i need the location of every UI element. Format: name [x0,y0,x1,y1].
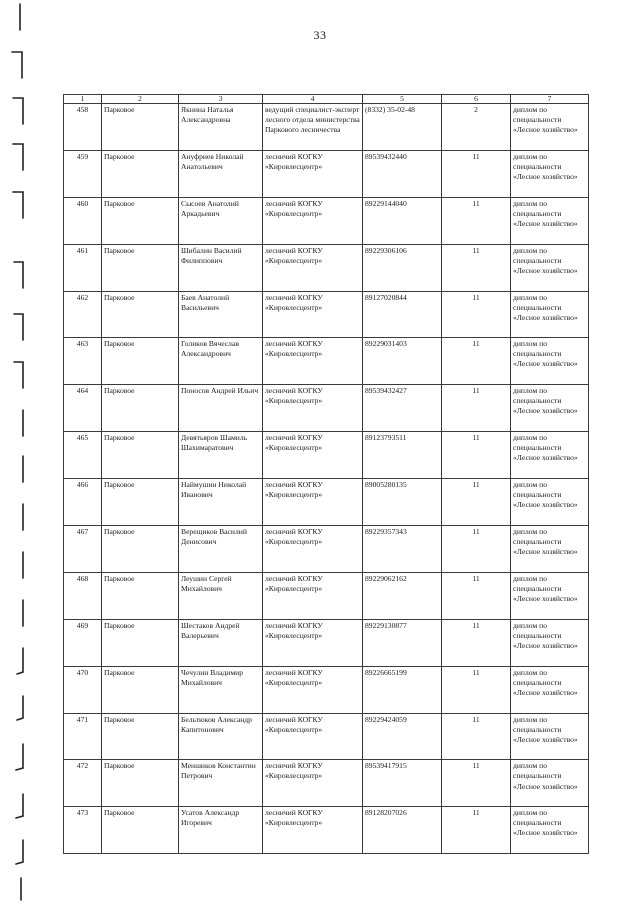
table-row [64,104,589,151]
cell-name: Якнина Наталья Александровна [179,104,263,151]
cell-quantity: 11 [442,385,511,432]
cell-position: лесничий КОГКУ «Кировлесцентр» [263,291,363,338]
cell-education: диплом по специальности «Лесное хозяйство» [511,807,589,854]
table-row [64,150,589,197]
cell-district: Парковое [102,150,179,197]
cell-phone: 89229357343 [363,526,442,573]
cell-district: Парковое [102,807,179,854]
cell-number: 458 [64,104,102,151]
cell-phone: 89229306106 [363,244,442,291]
registry-table [63,94,589,854]
cell-number: 471 [64,713,102,760]
cell-name: Шестаков Андрей Валерьевич [179,619,263,666]
cell-district: Парковое [102,572,179,619]
cell-position: лесничий КОГКУ «Кировлесцентр» [263,572,363,619]
cell-education: диплом по специальности «Лесное хозяйство» [511,666,589,713]
cell-phone: 89229130877 [363,619,442,666]
cell-position: ведущий специалист-эксперт лесного отдела министерства Паркового лесничества [263,104,363,151]
cell-number: 461 [64,244,102,291]
column-header: 2 [102,95,179,104]
cell-quantity: 11 [442,197,511,244]
table-row [64,666,589,713]
cell-number: 466 [64,479,102,526]
cell-number: 465 [64,432,102,479]
table-row [64,760,589,807]
cell-education: диплом по специальности «Лесное хозяйство» [511,526,589,573]
cell-education: диплом по специальности «Лесное хозяйство» [511,432,589,479]
cell-number: 470 [64,666,102,713]
cell-quantity: 11 [442,150,511,197]
cell-phone: 89229031403 [363,338,442,385]
cell-number: 472 [64,760,102,807]
cell-number: 469 [64,619,102,666]
table-row [64,291,589,338]
cell-name: Баев Анатолий Васильевич [179,291,263,338]
cell-quantity: 11 [442,338,511,385]
cell-name: Девятьяров Шамиль Шахимаратович [179,432,263,479]
cell-quantity: 11 [442,432,511,479]
cell-district: Парковое [102,479,179,526]
cell-district: Парковое [102,104,179,151]
cell-district: Парковое [102,432,179,479]
cell-quantity: 11 [442,572,511,619]
cell-position: лесничий КОГКУ «Кировлесцентр» [263,666,363,713]
table-row [64,807,589,854]
cell-name: Чечулин Владимир Михайлович [179,666,263,713]
cell-education: диплом по специальности «Лесное хозяйство» [511,197,589,244]
column-number-row [64,95,589,104]
cell-phone: 89539432427 [363,385,442,432]
cell-position: лесничий КОГКУ «Кировлесцентр» [263,713,363,760]
cell-position: лесничий КОГКУ «Кировлесцентр» [263,432,363,479]
cell-phone: 89229062162 [363,572,442,619]
cell-number: 459 [64,150,102,197]
cell-name: Шибалин Василий Филиппович [179,244,263,291]
cell-name: Усатов Александр Игоревич [179,807,263,854]
cell-education: диплом по специальности «Лесное хозяйство» [511,291,589,338]
cell-number: 464 [64,385,102,432]
cell-quantity: 11 [442,666,511,713]
cell-name: Поносов Андрей Ильич [179,385,263,432]
column-header: 3 [179,95,263,104]
cell-name: Наймушин Николай Иванович [179,479,263,526]
cell-phone: 89005280135 [363,479,442,526]
cell-education: диплом по специальности «Лесное хозяйство» [511,150,589,197]
cell-quantity: 11 [442,526,511,573]
cell-district: Парковое [102,291,179,338]
cell-phone: 89539432440 [363,150,442,197]
cell-position: лесничий КОГКУ «Кировлесцентр» [263,338,363,385]
cell-quantity: 11 [442,291,511,338]
cell-name: Сысоев Анатолий Аркадьевич [179,197,263,244]
binding-marks [6,0,28,905]
cell-position: лесничий КОГКУ «Кировлесцентр» [263,150,363,197]
cell-number: 467 [64,526,102,573]
column-header: 6 [442,95,511,104]
cell-district: Парковое [102,713,179,760]
cell-position: лесничий КОГКУ «Кировлесцентр» [263,244,363,291]
table-row [64,479,589,526]
table-row [64,197,589,244]
cell-number: 468 [64,572,102,619]
cell-position: лесничий КОГКУ «Кировлесцентр» [263,526,363,573]
cell-phone: 89127020844 [363,291,442,338]
cell-phone: 89539417915 [363,760,442,807]
table-row [64,572,589,619]
cell-phone: 89128207026 [363,807,442,854]
cell-number: 463 [64,338,102,385]
cell-phone: 89229144040 [363,197,442,244]
cell-number: 462 [64,291,102,338]
table-row [64,338,589,385]
column-header: 7 [511,95,589,104]
cell-phone: (8332) 35-02-48 [363,104,442,151]
cell-phone: 89226665199 [363,666,442,713]
cell-name: Ануфриев Николай Анатольевич [179,150,263,197]
cell-position: лесничий КОГКУ «Кировлесцентр» [263,807,363,854]
column-header: 5 [363,95,442,104]
cell-name: Верещиков Василий Денисович [179,526,263,573]
table-row [64,619,589,666]
cell-position: лесничий КОГКУ «Кировлесцентр» [263,760,363,807]
cell-district: Парковое [102,619,179,666]
cell-district: Парковое [102,666,179,713]
cell-quantity: 11 [442,807,511,854]
cell-education: диплом по специальности «Лесное хозяйство» [511,338,589,385]
page-number: 33 [313,28,327,42]
table-row [64,244,589,291]
cell-education: диплом по специальности «Лесное хозяйство» [511,572,589,619]
cell-quantity: 11 [442,479,511,526]
cell-education: диплом по специальности «Лесное хозяйство» [511,104,589,151]
cell-district: Парковое [102,760,179,807]
cell-district: Парковое [102,338,179,385]
cell-phone: 89229424059 [363,713,442,760]
cell-education: диплом по специальности «Лесное хозяйство» [511,385,589,432]
cell-name: Меншиков Константин Петрович [179,760,263,807]
table-row [64,713,589,760]
cell-name: Леушин Сергей Михайлович [179,572,263,619]
cell-district: Парковое [102,244,179,291]
column-header: 1 [64,95,102,104]
cell-position: лесничий КОГКУ «Кировлесцентр» [263,385,363,432]
cell-number: 460 [64,197,102,244]
cell-district: Парковое [102,197,179,244]
column-header: 4 [263,95,363,104]
cell-education: диплом по специальности «Лесное хозяйство» [511,760,589,807]
table-row [64,385,589,432]
cell-district: Парковое [102,385,179,432]
table-row [64,432,589,479]
cell-quantity: 2 [442,104,511,151]
cell-number: 473 [64,807,102,854]
cell-name: Голиков Вячеслав Александрович [179,338,263,385]
cell-district: Парковое [102,526,179,573]
cell-education: диплом по специальности «Лесное хозяйство» [511,244,589,291]
table-row [64,526,589,573]
cell-education: диплом по специальности «Лесное хозяйство» [511,713,589,760]
cell-quantity: 11 [442,713,511,760]
cell-quantity: 11 [442,619,511,666]
cell-quantity: 11 [442,244,511,291]
cell-position: лесничий КОГКУ «Кировлесцентр» [263,197,363,244]
cell-position: лесничий КОГКУ «Кировлесцентр» [263,479,363,526]
cell-quantity: 11 [442,760,511,807]
cell-phone: 89123793511 [363,432,442,479]
table-body [64,104,589,854]
cell-education: диплом по специальности «Лесное хозяйство» [511,479,589,526]
cell-position: лесничий КОГКУ «Кировлесцентр» [263,619,363,666]
cell-education: диплом по специальности «Лесное хозяйство» [511,619,589,666]
cell-name: Бельтюков Александр Капитонович [179,713,263,760]
